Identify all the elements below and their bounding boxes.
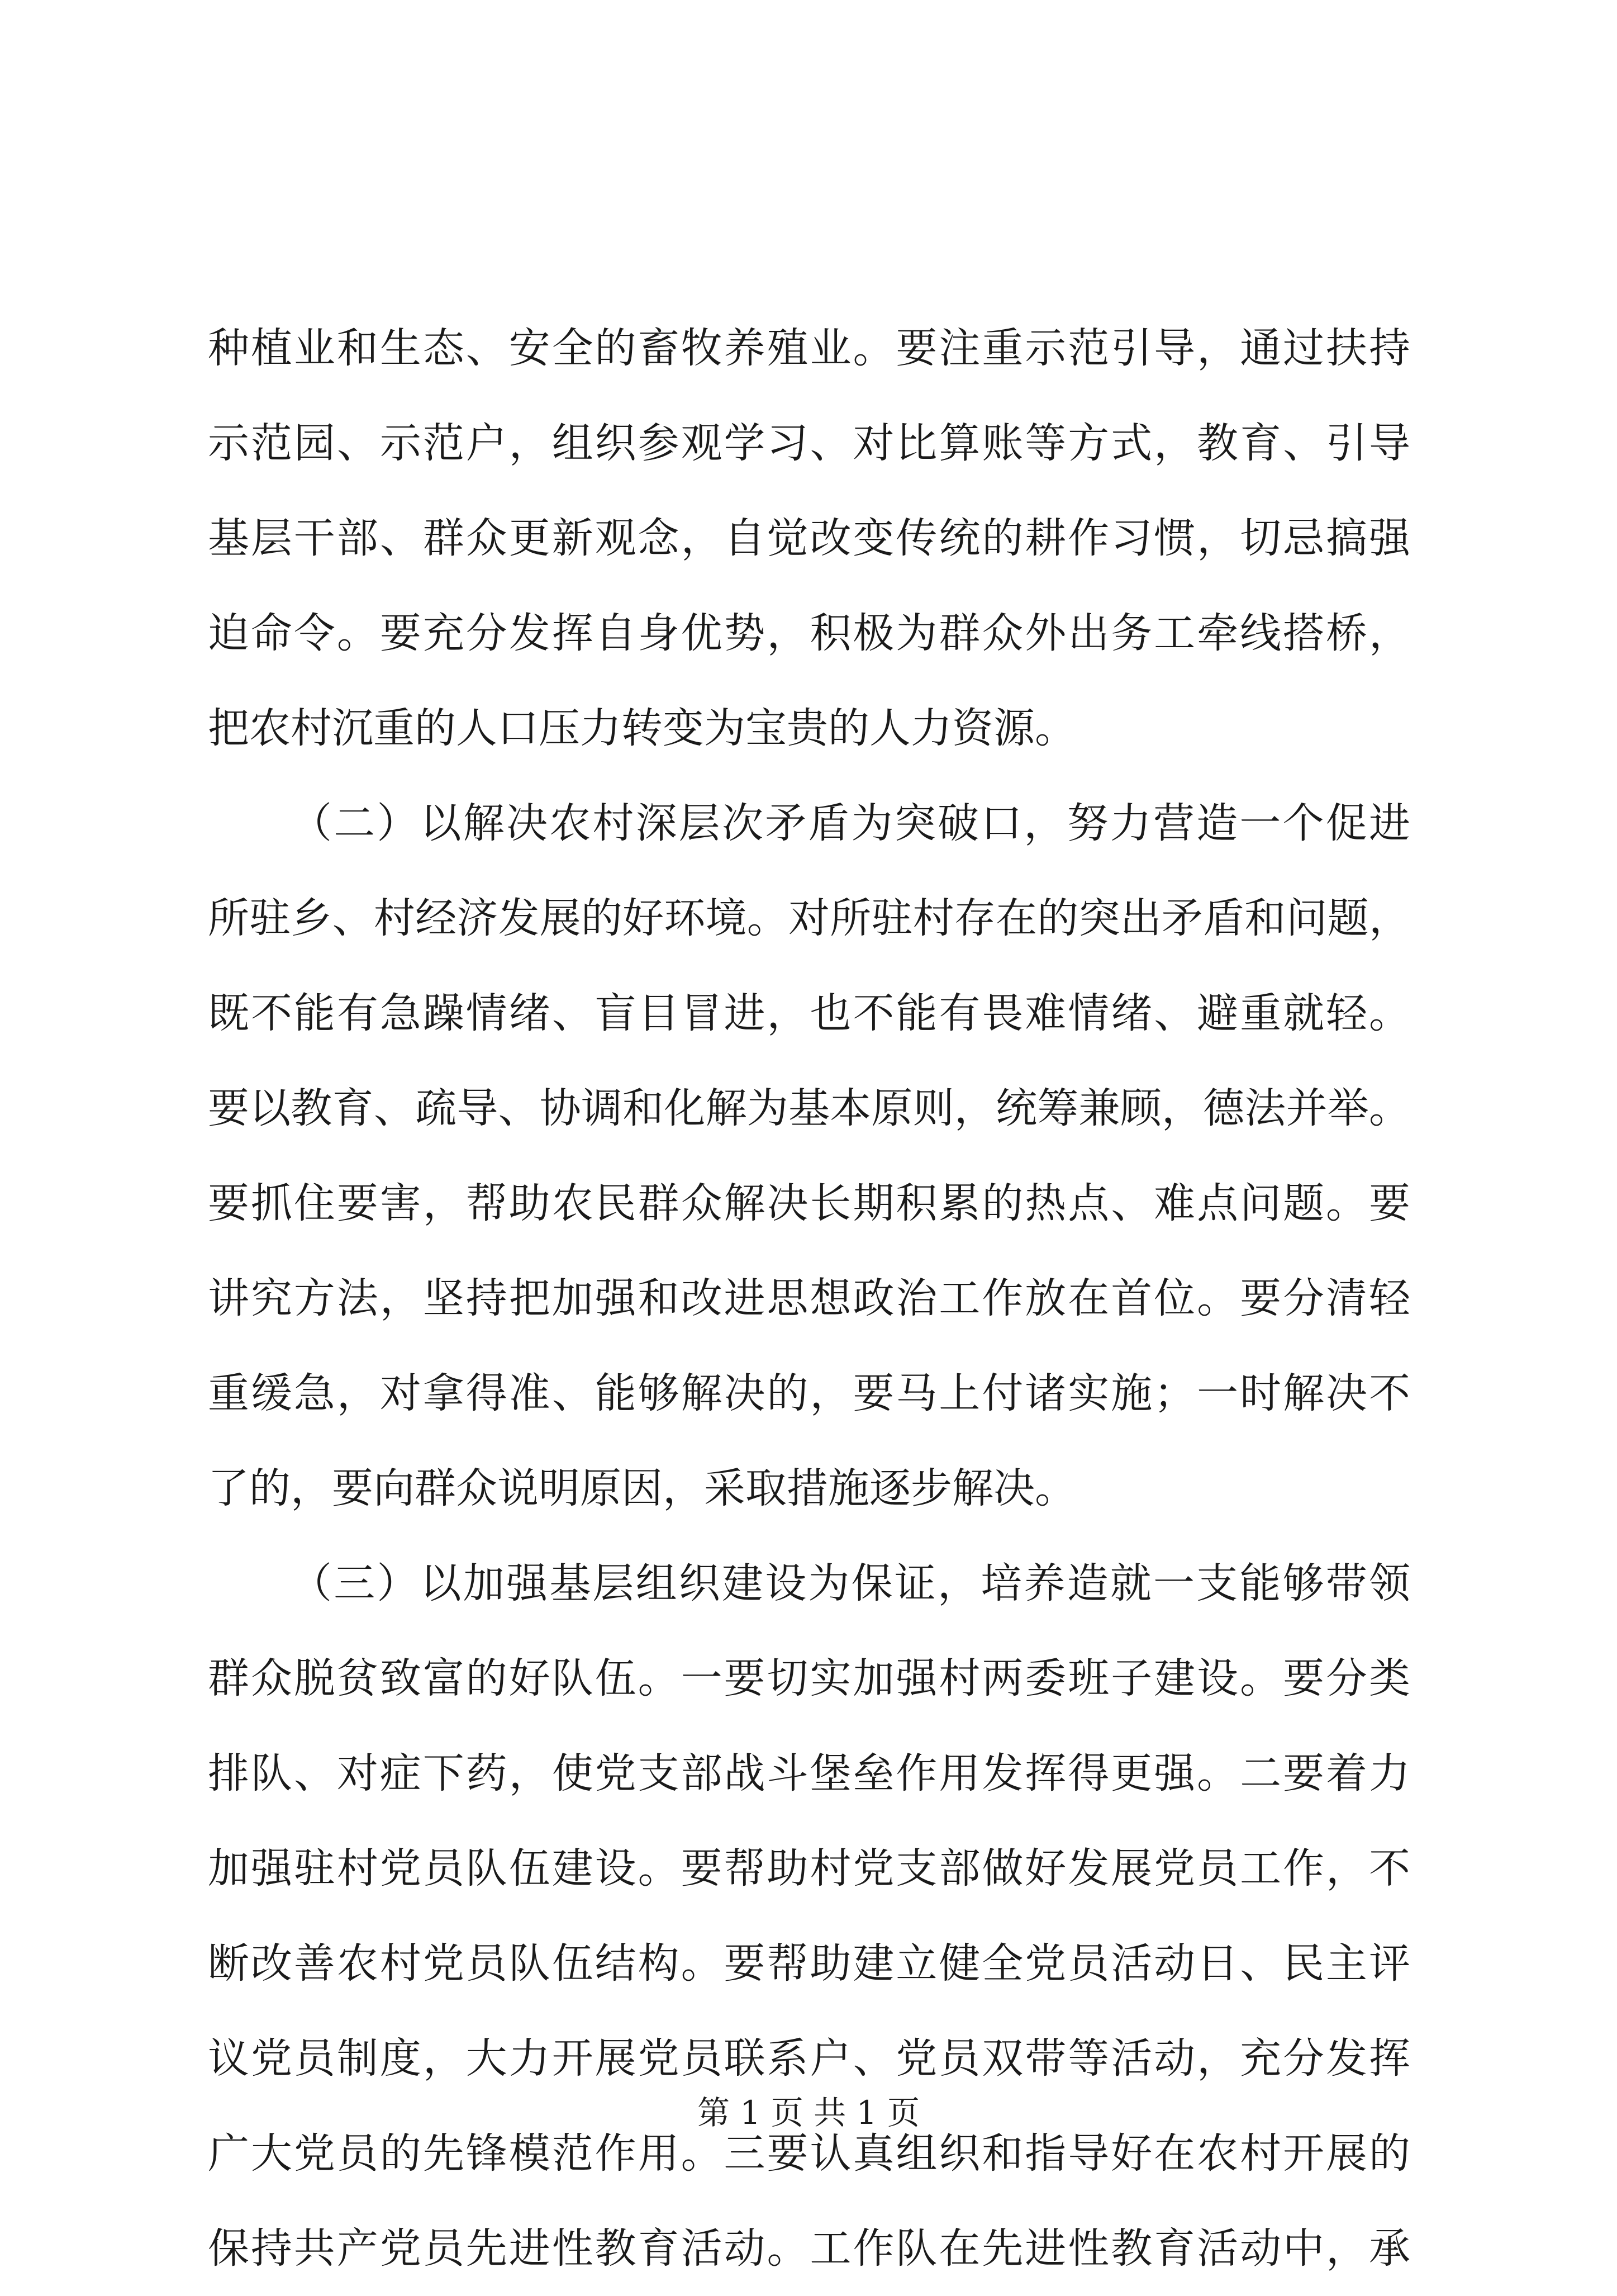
text-line: 所驻乡、村经济发展的好环境。对所驻村存在的突出矛盾和问题， [208, 894, 1410, 942]
text-line: 议党员制度，大力开展党员联系户、党员双带等活动，充分发挥 [208, 2034, 1410, 2082]
text-line: 广大党员的先锋模范作用。三要认真组织和指导好在农村开展的 [208, 2129, 1410, 2178]
text-line: 重缓急，对拿得准、能够解决的，要马上付诸实施；一时解决不 [208, 1369, 1410, 1417]
text-line: 基层干部、群众更新观念，自觉改变传统的耕作习惯，切忌搞强 [208, 514, 1410, 562]
text-line: 保持共产党员先进性教育活动。工作队在先进性教育活动中，承 [208, 2224, 1410, 2273]
paragraph-heading-line: （二）以解决农村深层次矛盾为突破口，努力营造一个促进 [291, 799, 1410, 847]
text-line: 断改善农村党员队伍结构。要帮助建立健全党员活动日、民主评 [208, 1939, 1410, 1987]
page-footer: 第 1 页 共 1 页 [697, 2094, 920, 2132]
text-line: 排队、对症下药，使党支部战斗堡垒作用发挥得更强。二要着力 [208, 1749, 1410, 1797]
text-line: 示范园、示范户，组织参观学习、对比算账等方式，教育、引导 [208, 419, 1410, 467]
text-line: 把农村沉重的人口压力转变为宝贵的人力资源。 [208, 704, 1076, 752]
body-text [208, 301, 1410, 2296]
text-line: 既不能有急躁情绪、盲目冒进，也不能有畏难情绪、避重就轻。 [208, 989, 1410, 1037]
paragraph-heading-line: （三）以加强基层组织建设为保证，培养造就一支能够带领 [291, 1559, 1410, 1607]
text-line: 讲究方法，坚持把加强和改进思想政治工作放在首位。要分清轻 [208, 1274, 1410, 1322]
text-line: 要抓住要害，帮助农民群众解决长期积累的热点、难点问题。要 [208, 1179, 1410, 1227]
text-line: 了的，要向群众说明原因，采取措施逐步解决。 [208, 1464, 1076, 1512]
text-line: 种植业和生态、安全的畜牧养殖业。要注重示范引导，通过扶持 [208, 324, 1410, 372]
text-line: 群众脱贫致富的好队伍。一要切实加强村两委班子建设。要分类 [208, 1654, 1410, 1702]
text-line: 要以教育、疏导、协调和化解为基本原则，统筹兼顾，德法并举。 [208, 1084, 1410, 1132]
text-line: 加强驻村党员队伍建设。要帮助村党支部做好发展党员工作，不 [208, 1844, 1410, 1892]
text-line: 迫命令。要充分发挥自身优势，积极为群众外出务工牵线搭桥， [208, 609, 1410, 657]
